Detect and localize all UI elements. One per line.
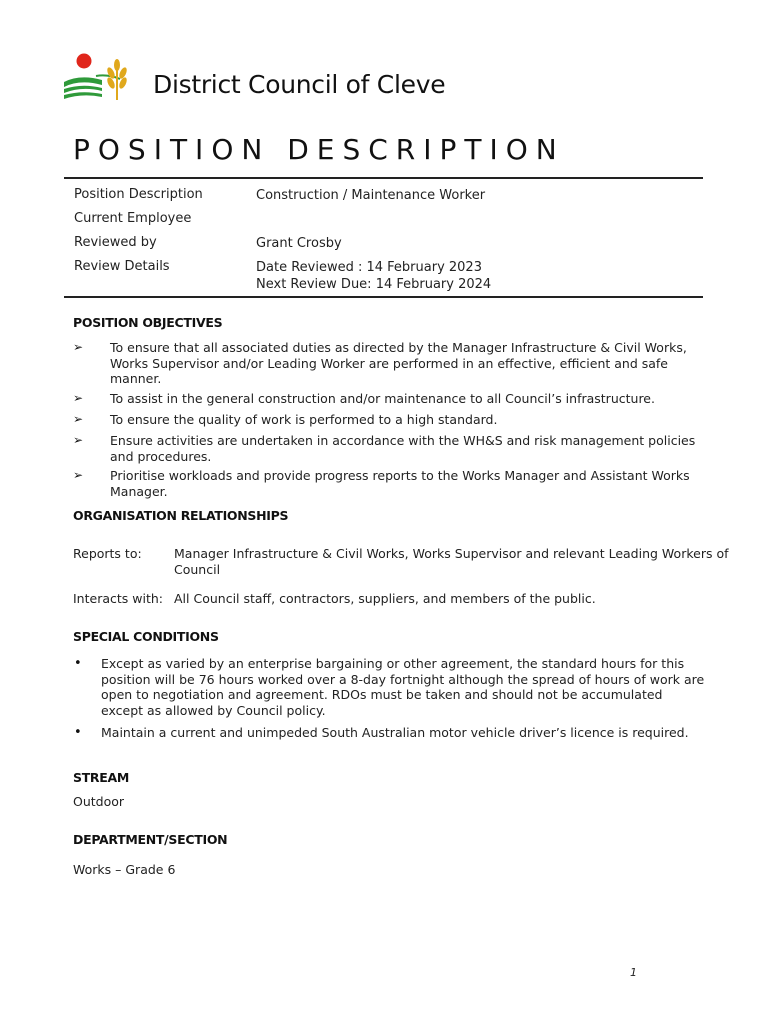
- department-heading: DEPARTMENT/SECTION: [73, 832, 228, 847]
- organisation-name: District Council of Cleve: [153, 70, 446, 99]
- reports-to-label: Reports to:: [73, 546, 142, 561]
- info-label: Review Details: [74, 259, 170, 274]
- condition-line: Maintain a current and unimpeded South Australian motor vehicle driver’s licence is required.: [101, 725, 689, 740]
- council-logo: [62, 52, 134, 102]
- document-title: POSITION DESCRIPTION: [73, 133, 565, 166]
- objective-line: To assist in the general construction and/or maintenance to all Council’s infrastructure.: [110, 391, 655, 406]
- interacts-with-value: All Council staff, contractors, suppliers, and members of the public.: [174, 591, 596, 606]
- arrow-bullet-icon: ➢: [73, 468, 84, 482]
- objective-item: [110, 391, 655, 407]
- condition-line: open to negotiation and agreement. RDOs must be taken and should not be accumulated: [101, 687, 663, 702]
- reports-line: Council: [174, 561, 221, 577]
- condition-line: position will be 76 hours worked over a 8-day fortnight although the spread of hours of work are: [101, 671, 705, 687]
- info-divider: [64, 296, 703, 298]
- relationships-heading: ORGANISATION RELATIONSHIPS: [73, 508, 289, 523]
- objective-line: Prioritise workloads and provide progress reports to the Works Manager and Assistant Works: [110, 468, 690, 483]
- stream-value: Outdoor: [73, 794, 125, 809]
- special-conditions-heading: SPECIAL CONDITIONS: [73, 629, 219, 644]
- department-value: Works – Grade 6: [73, 862, 176, 877]
- info-label: Position Description: [74, 187, 203, 202]
- arrow-bullet-icon: ➢: [73, 391, 84, 405]
- objective-line: Works Supervisor and/or Leading Worker are performed in an effective, efficient and safe: [110, 355, 668, 371]
- objective-item: [110, 433, 695, 464]
- arrow-bullet-icon: ➢: [73, 433, 84, 447]
- special-condition-item: [101, 656, 704, 718]
- condition-line: except as allowed by Council policy.: [101, 702, 326, 718]
- objectives-heading: POSITION OBJECTIVES: [73, 315, 223, 330]
- info-value: Date Reviewed : 14 February 2023: [256, 260, 482, 275]
- info-value: Construction / Maintenance Worker: [256, 188, 486, 203]
- condition-line: Except as varied by an enterprise bargaining or other agreement, the standard hours for this: [101, 656, 685, 671]
- dot-bullet-icon: •: [74, 725, 82, 740]
- info-value: Grant Crosby: [256, 236, 342, 251]
- interacts-with-label: Interacts with:: [73, 591, 163, 606]
- reports-to-value: [174, 546, 729, 577]
- special-condition-item: [101, 725, 689, 741]
- objective-line: manner.: [110, 371, 162, 386]
- objective-item: [110, 340, 687, 387]
- objective-line: Ensure activities are undertaken in accordance with the WH&S and risk management policies: [110, 433, 696, 448]
- info-label: Reviewed by: [74, 235, 157, 250]
- page-number: 1: [630, 966, 637, 979]
- title-divider: [64, 177, 703, 179]
- reports-line: Manager Infrastructure & Civil Works, Works Supervisor and relevant Leading Workers of: [174, 546, 729, 561]
- objective-item: [110, 468, 690, 499]
- objective-line: and procedures.: [110, 448, 212, 464]
- arrow-bullet-icon: ➢: [73, 412, 84, 426]
- objective-item: [110, 412, 497, 428]
- objective-line: To ensure the quality of work is performed to a high standard.: [110, 412, 498, 427]
- objective-line: To ensure that all associated duties as directed by the Manager Infrastructure & Civil Works,: [110, 340, 687, 355]
- arrow-bullet-icon: ➢: [73, 340, 84, 354]
- stream-heading: STREAM: [73, 770, 130, 785]
- info-value: Next Review Due: 14 February 2024: [256, 277, 492, 292]
- dot-bullet-icon: •: [74, 656, 82, 671]
- objective-line: Manager.: [110, 483, 168, 499]
- info-label: Current Employee: [74, 211, 192, 226]
